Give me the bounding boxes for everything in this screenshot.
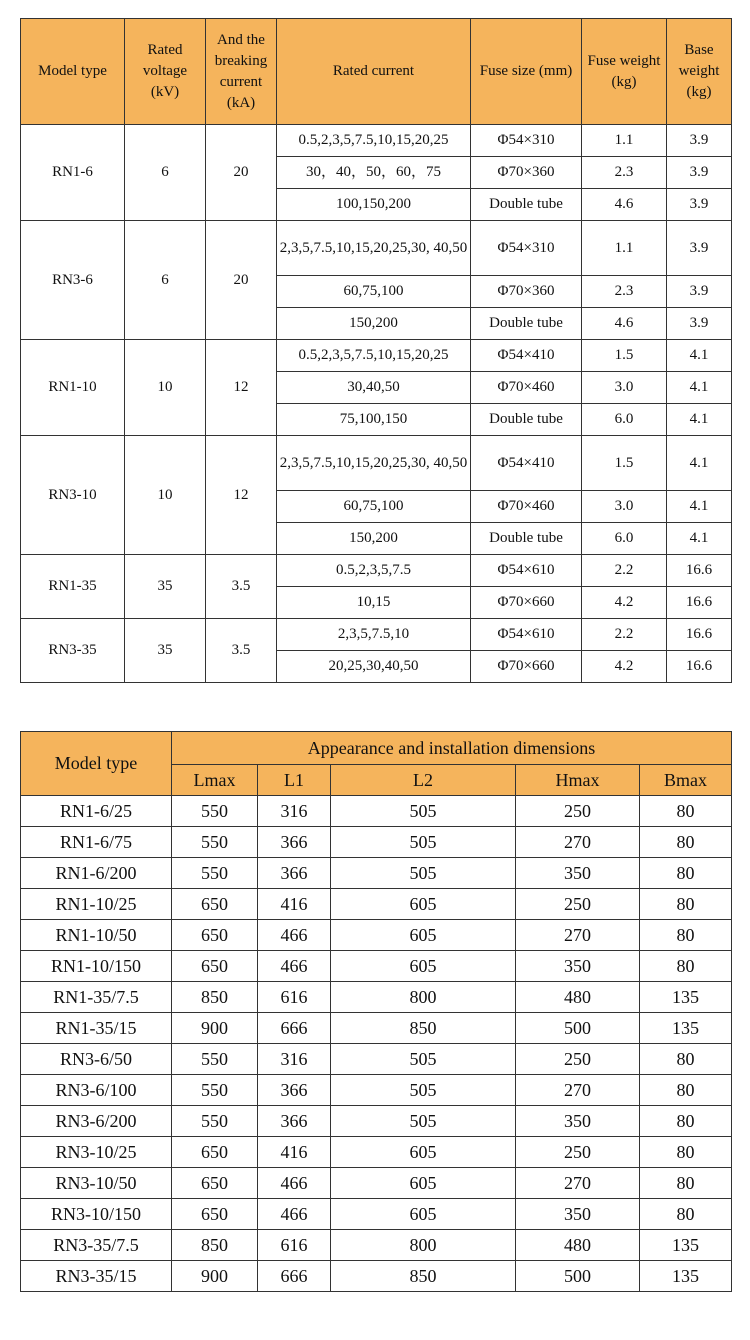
header-model-type: Model type — [21, 19, 125, 125]
voltage-cell: 35 — [125, 555, 206, 619]
base-weight-cell: 16.6 — [667, 619, 732, 651]
size-cell: Φ70×660 — [471, 651, 582, 683]
hmax-cell: 270 — [516, 1075, 640, 1106]
spec-header-row — [21, 19, 732, 125]
size-cell: Φ54×310 — [471, 125, 582, 157]
table-row — [21, 1013, 732, 1044]
base-weight-cell: 3.9 — [667, 157, 732, 189]
header-fuse-size: Fuse size (mm) — [471, 19, 582, 125]
header-base-weight: Base weight (kg) — [667, 19, 732, 125]
model-cell: RN1-6/25 — [21, 796, 172, 827]
breaking-cell: 3.5 — [206, 619, 277, 683]
hmax-cell: 480 — [516, 1230, 640, 1261]
size-cell: Double tube — [471, 404, 582, 436]
table-row — [21, 858, 732, 889]
hmax-cell: 270 — [516, 920, 640, 951]
base-weight-cell: 4.1 — [667, 523, 732, 555]
header-rated-voltage: Rated voltage (kV) — [125, 19, 206, 125]
l1-cell: 616 — [258, 1230, 331, 1261]
l1-cell: 366 — [258, 827, 331, 858]
fuse-weight-cell: 2.2 — [582, 555, 667, 587]
l1-cell: 416 — [258, 889, 331, 920]
current-cell: 2,3,5,7.5,10,15,20,25,30, 40,50 — [277, 221, 471, 276]
bmax-cell: 80 — [640, 1168, 732, 1199]
hmax-cell: 250 — [516, 1137, 640, 1168]
size-cell: Φ54×410 — [471, 340, 582, 372]
header-rated-current: Rated current — [277, 19, 471, 125]
base-weight-cell: 3.9 — [667, 308, 732, 340]
size-cell: Double tube — [471, 523, 582, 555]
dimensions-table — [20, 731, 732, 1292]
base-weight-cell: 16.6 — [667, 651, 732, 683]
l2-cell: 850 — [331, 1013, 516, 1044]
table-row — [21, 796, 732, 827]
l2-cell: 605 — [331, 951, 516, 982]
table-row — [21, 436, 732, 491]
fuse-weight-cell: 1.5 — [582, 340, 667, 372]
lmax-cell: 900 — [172, 1261, 258, 1292]
l1-cell: 466 — [258, 1199, 331, 1230]
hmax-cell: 500 — [516, 1013, 640, 1044]
table-row — [21, 555, 732, 587]
model-cell: RN1-10/25 — [21, 889, 172, 920]
lmax-cell: 850 — [172, 1230, 258, 1261]
lmax-cell: 650 — [172, 1168, 258, 1199]
fuse-weight-cell: 2.3 — [582, 157, 667, 189]
model-cell: RN3-35/7.5 — [21, 1230, 172, 1261]
size-cell: Double tube — [471, 189, 582, 221]
current-cell: 30，40，50，60，75 — [277, 157, 471, 189]
table-row — [21, 827, 732, 858]
lmax-cell: 650 — [172, 1199, 258, 1230]
model-cell: RN3-10/50 — [21, 1168, 172, 1199]
model-cell: RN3-35/15 — [21, 1261, 172, 1292]
voltage-cell: 10 — [125, 436, 206, 555]
bmax-cell: 80 — [640, 951, 732, 982]
base-weight-cell: 4.1 — [667, 491, 732, 523]
bmax-cell: 80 — [640, 1075, 732, 1106]
l2-cell: 505 — [331, 1044, 516, 1075]
size-cell: Φ70×460 — [471, 491, 582, 523]
hmax-cell: 250 — [516, 889, 640, 920]
hmax-cell: 250 — [516, 1044, 640, 1075]
breaking-cell: 20 — [206, 221, 277, 340]
base-weight-cell: 4.1 — [667, 340, 732, 372]
current-cell: 150,200 — [277, 308, 471, 340]
base-weight-cell: 3.9 — [667, 189, 732, 221]
bmax-cell: 80 — [640, 1044, 732, 1075]
current-cell: 10,15 — [277, 587, 471, 619]
l1-cell: 366 — [258, 1106, 331, 1137]
current-cell: 60,75,100 — [277, 276, 471, 308]
voltage-cell: 6 — [125, 221, 206, 340]
fuse-weight-cell: 4.2 — [582, 587, 667, 619]
size-cell: Double tube — [471, 308, 582, 340]
fuse-weight-cell: 1.1 — [582, 125, 667, 157]
l1-cell: 466 — [258, 951, 331, 982]
base-weight-cell: 4.1 — [667, 372, 732, 404]
l2-cell: 605 — [331, 889, 516, 920]
l1-cell: 316 — [258, 1044, 331, 1075]
size-cell: Φ70×460 — [471, 372, 582, 404]
table-row — [21, 1230, 732, 1261]
fuse-weight-cell: 6.0 — [582, 404, 667, 436]
l2-cell: 505 — [331, 858, 516, 889]
l2-cell: 505 — [331, 1106, 516, 1137]
header-bmax: Bmax — [640, 765, 732, 796]
lmax-cell: 550 — [172, 1044, 258, 1075]
l2-cell: 505 — [331, 827, 516, 858]
l1-cell: 366 — [258, 1075, 331, 1106]
fuse-weight-cell: 4.2 — [582, 651, 667, 683]
size-cell: Φ54×610 — [471, 555, 582, 587]
current-cell: 0.5,2,3,5,7.5 — [277, 555, 471, 587]
header-fuse-weight: Fuse weight (kg) — [582, 19, 667, 125]
hmax-cell: 500 — [516, 1261, 640, 1292]
fuse-spec-table — [20, 18, 732, 683]
current-cell: 2,3,5,7.5,10 — [277, 619, 471, 651]
table-row — [21, 1044, 732, 1075]
model-cell: RN1-35/7.5 — [21, 982, 172, 1013]
model-cell: RN1-10 — [21, 340, 125, 436]
table-row — [21, 1199, 732, 1230]
bmax-cell: 80 — [640, 827, 732, 858]
base-weight-cell: 4.1 — [667, 436, 732, 491]
hmax-cell: 350 — [516, 1106, 640, 1137]
lmax-cell: 550 — [172, 796, 258, 827]
fuse-weight-cell: 4.6 — [582, 189, 667, 221]
model-cell: RN3-10 — [21, 436, 125, 555]
table-row — [21, 125, 732, 157]
breaking-cell: 12 — [206, 340, 277, 436]
table-row — [21, 982, 732, 1013]
current-cell: 60,75,100 — [277, 491, 471, 523]
breaking-cell: 3.5 — [206, 555, 277, 619]
header-l2: L2 — [331, 765, 516, 796]
current-cell: 75,100,150 — [277, 404, 471, 436]
bmax-cell: 80 — [640, 796, 732, 827]
size-cell: Φ70×660 — [471, 587, 582, 619]
bmax-cell: 135 — [640, 1013, 732, 1044]
table-row — [21, 1106, 732, 1137]
table-row — [21, 951, 732, 982]
l2-cell: 605 — [331, 1137, 516, 1168]
size-cell: Φ54×610 — [471, 619, 582, 651]
fuse-weight-cell: 1.1 — [582, 221, 667, 276]
l1-cell: 316 — [258, 796, 331, 827]
size-cell: Φ54×410 — [471, 436, 582, 491]
base-weight-cell: 16.6 — [667, 587, 732, 619]
current-cell: 100,150,200 — [277, 189, 471, 221]
l2-cell: 505 — [331, 796, 516, 827]
lmax-cell: 650 — [172, 889, 258, 920]
table-row — [21, 619, 732, 651]
model-cell: RN1-10/150 — [21, 951, 172, 982]
lmax-cell: 650 — [172, 951, 258, 982]
lmax-cell: 650 — [172, 1137, 258, 1168]
voltage-cell: 6 — [125, 125, 206, 221]
current-cell: 0.5,2,3,5,7.5,10,15,20,25 — [277, 340, 471, 372]
voltage-cell: 10 — [125, 340, 206, 436]
fuse-weight-cell: 1.5 — [582, 436, 667, 491]
base-weight-cell: 3.9 — [667, 125, 732, 157]
hmax-cell: 350 — [516, 1199, 640, 1230]
l1-cell: 616 — [258, 982, 331, 1013]
current-cell: 20,25,30,40,50 — [277, 651, 471, 683]
hmax-cell: 270 — [516, 827, 640, 858]
model-cell: RN3-35 — [21, 619, 125, 683]
bmax-cell: 135 — [640, 1230, 732, 1261]
bmax-cell: 80 — [640, 889, 732, 920]
table-row — [21, 1261, 732, 1292]
fuse-weight-cell: 2.2 — [582, 619, 667, 651]
bmax-cell: 80 — [640, 1199, 732, 1230]
voltage-cell: 35 — [125, 619, 206, 683]
breaking-cell: 12 — [206, 436, 277, 555]
current-cell: 2,3,5,7.5,10,15,20,25,30, 40,50 — [277, 436, 471, 491]
current-cell: 0.5,2,3,5,7.5,10,15,20,25 — [277, 125, 471, 157]
size-cell: Φ70×360 — [471, 276, 582, 308]
l2-cell: 605 — [331, 1168, 516, 1199]
breaking-cell: 20 — [206, 125, 277, 221]
l2-cell: 605 — [331, 920, 516, 951]
bmax-cell: 80 — [640, 920, 732, 951]
header-hmax: Hmax — [516, 765, 640, 796]
bmax-cell: 135 — [640, 1261, 732, 1292]
hmax-cell: 350 — [516, 951, 640, 982]
size-cell: Φ70×360 — [471, 157, 582, 189]
table-row — [21, 1137, 732, 1168]
base-weight-cell: 16.6 — [667, 555, 732, 587]
dimensions-header-row — [21, 732, 732, 765]
model-cell: RN3-6/200 — [21, 1106, 172, 1137]
fuse-weight-cell: 2.3 — [582, 276, 667, 308]
table-row — [21, 1168, 732, 1199]
fuse-weight-cell: 3.0 — [582, 372, 667, 404]
fuse-weight-cell: 4.6 — [582, 308, 667, 340]
table-row — [21, 889, 732, 920]
lmax-cell: 550 — [172, 858, 258, 889]
model-cell: RN3-6 — [21, 221, 125, 340]
dimensions-body — [21, 796, 732, 1292]
model-cell: RN1-6/75 — [21, 827, 172, 858]
lmax-cell: 550 — [172, 1075, 258, 1106]
l2-cell: 605 — [331, 1199, 516, 1230]
model-cell: RN1-35 — [21, 555, 125, 619]
hmax-cell: 480 — [516, 982, 640, 1013]
hmax-cell: 270 — [516, 1168, 640, 1199]
lmax-cell: 900 — [172, 1013, 258, 1044]
model-cell: RN1-10/50 — [21, 920, 172, 951]
current-cell: 150,200 — [277, 523, 471, 555]
base-weight-cell: 4.1 — [667, 404, 732, 436]
bmax-cell: 80 — [640, 1106, 732, 1137]
bmax-cell: 80 — [640, 1137, 732, 1168]
bmax-cell: 80 — [640, 858, 732, 889]
size-cell: Φ54×310 — [471, 221, 582, 276]
l1-cell: 666 — [258, 1261, 331, 1292]
header-l1: L1 — [258, 765, 331, 796]
model-cell: RN1-35/15 — [21, 1013, 172, 1044]
table-row — [21, 221, 732, 276]
header-breaking-current: And the breaking current (kA) — [206, 19, 277, 125]
l1-cell: 366 — [258, 858, 331, 889]
bmax-cell: 135 — [640, 982, 732, 1013]
model-cell: RN1-6/200 — [21, 858, 172, 889]
lmax-cell: 850 — [172, 982, 258, 1013]
hmax-cell: 250 — [516, 796, 640, 827]
fuse-weight-cell: 6.0 — [582, 523, 667, 555]
model-cell: RN3-6/50 — [21, 1044, 172, 1075]
header-lmax: Lmax — [172, 765, 258, 796]
l1-cell: 466 — [258, 1168, 331, 1199]
base-weight-cell: 3.9 — [667, 276, 732, 308]
l2-cell: 850 — [331, 1261, 516, 1292]
current-cell: 30,40,50 — [277, 372, 471, 404]
header-dimensions-group: Appearance and installation dimensions — [172, 732, 732, 765]
base-weight-cell: 3.9 — [667, 221, 732, 276]
table-row — [21, 340, 732, 372]
model-cell: RN3-10/150 — [21, 1199, 172, 1230]
lmax-cell: 550 — [172, 1106, 258, 1137]
hmax-cell: 350 — [516, 858, 640, 889]
l2-cell: 800 — [331, 1230, 516, 1261]
table-row — [21, 920, 732, 951]
l1-cell: 416 — [258, 1137, 331, 1168]
fuse-weight-cell: 3.0 — [582, 491, 667, 523]
l2-cell: 505 — [331, 1075, 516, 1106]
model-cell: RN3-10/25 — [21, 1137, 172, 1168]
l1-cell: 466 — [258, 920, 331, 951]
table-row — [21, 1075, 732, 1106]
lmax-cell: 550 — [172, 827, 258, 858]
lmax-cell: 650 — [172, 920, 258, 951]
header-model-type: Model type — [21, 732, 172, 796]
l1-cell: 666 — [258, 1013, 331, 1044]
model-cell: RN1-6 — [21, 125, 125, 221]
model-cell: RN3-6/100 — [21, 1075, 172, 1106]
l2-cell: 800 — [331, 982, 516, 1013]
